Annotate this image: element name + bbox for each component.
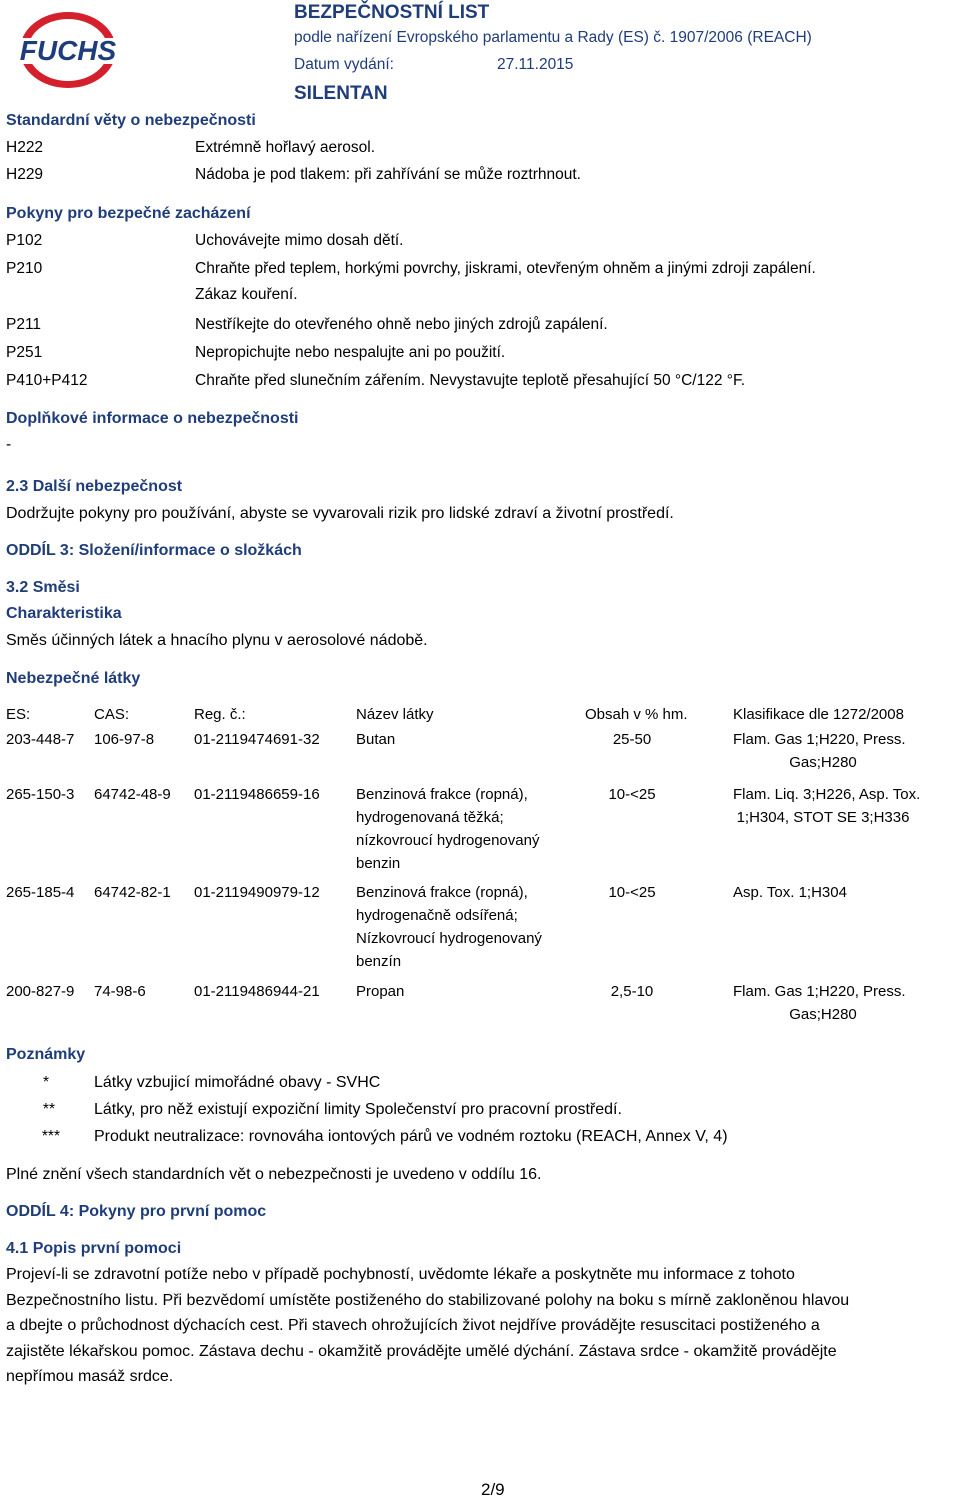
precaution-text: Nepropichujte nebo nespalujte ani po použití. bbox=[195, 344, 506, 361]
hazard-code: H229 bbox=[6, 166, 44, 183]
precaution-text: Chraňte před slunečním zářením. Nevystavujte teplotě přesahující 50 °C/122 °F. bbox=[195, 372, 746, 389]
first-aid-heading: 4.1 Popis první pomoci bbox=[6, 1240, 182, 1257]
col-header-reg: Reg. č.: bbox=[194, 706, 246, 723]
cell-name: hydrogenačně odsířená; bbox=[356, 907, 518, 924]
product-name: SILENTAN bbox=[294, 83, 388, 104]
cell-cas: 106-97-8 bbox=[94, 731, 155, 748]
section4-heading: ODDÍL 4: Pokyny pro první pomoc bbox=[6, 1203, 267, 1220]
col-header-es: ES: bbox=[6, 706, 31, 723]
cell-name: benzín bbox=[356, 953, 402, 970]
regulation-subtitle: podle nařízení Evropského parlamentu a Rady (ES) č. 1907/2006 (REACH) bbox=[294, 29, 812, 46]
cell-name: benzin bbox=[356, 855, 401, 872]
cell-content: 10-<25 bbox=[608, 884, 656, 901]
precaution-code: P210 bbox=[6, 260, 43, 277]
col-header-content: Obsah v % hm. bbox=[585, 706, 688, 723]
cell-cas: 74-98-6 bbox=[94, 983, 146, 1000]
mixtures-heading: 3.2 Směsi bbox=[6, 579, 80, 596]
cell-es: 265-185-4 bbox=[6, 884, 75, 901]
document-title: BEZPEČNOSTNÍ LIST bbox=[294, 2, 490, 23]
cell-classification-cont: Gas;H280 bbox=[789, 1006, 857, 1023]
cell-classification: Flam. Gas 1;H220, Press. bbox=[733, 983, 906, 1000]
col-header-classification: Klasifikace dle 1272/2008 bbox=[733, 706, 904, 723]
first-aid-line: Bezpečnostního listu. Při bezvědomí umístěte postiženého do stabilizované polohy na boku s mírně zakloněnou hlavou bbox=[6, 1292, 850, 1309]
cell-classification: Flam. Gas 1;H220, Press. bbox=[733, 731, 906, 748]
precaution-code: P410+P412 bbox=[6, 372, 88, 389]
col-header-cas: CAS: bbox=[94, 706, 130, 723]
cell-es: 265-150-3 bbox=[6, 786, 75, 803]
hazard-code: H222 bbox=[6, 139, 44, 156]
precaution-code: P102 bbox=[6, 232, 43, 249]
note-text: Produkt neutralizace: rovnováha iontových párů ve vodném roztoku (REACH, Annex V, 4) bbox=[94, 1128, 728, 1145]
issue-date-value: 27.11.2015 bbox=[497, 56, 574, 73]
hazard-text: Nádoba je pod tlakem: při zahřívání se může roztrhnout. bbox=[195, 166, 581, 183]
fuchs-logo bbox=[8, 10, 128, 90]
cell-cas: 64742-82-1 bbox=[94, 884, 171, 901]
cell-reg: 01-2119490979-12 bbox=[194, 884, 320, 901]
first-aid-line: zajistěte lékařskou pomoc. Zástava dechu - okamžitě provádějte umělé dýchání. Zástava srdce - okamžitě provádějte bbox=[6, 1343, 837, 1360]
cell-classification-cont: Gas;H280 bbox=[789, 754, 857, 771]
characteristics-heading: Charakteristika bbox=[6, 605, 122, 622]
cell-name: Butan bbox=[356, 731, 396, 748]
cell-name: Nízkovroucí hydrogenovaný bbox=[356, 930, 542, 947]
cell-cas: 64742-48-9 bbox=[94, 786, 171, 803]
hazard-statements-heading: Standardní věty o nebezpečnosti bbox=[6, 112, 256, 129]
supplemental-heading: Doplňkové informace o nebezpečnosti bbox=[6, 410, 299, 427]
full-text-reference: Plné znění všech standardních vět o nebezpečnosti je uvedeno v oddílu 16. bbox=[6, 1166, 542, 1183]
page-number: 2/9 bbox=[481, 1480, 505, 1499]
first-aid-line: Projeví-li se zdravotní potíže nebo v případě pochybností, uvědomte lékaře a poskytněte mu informace z tohoto bbox=[6, 1266, 795, 1283]
cell-content: 10-<25 bbox=[608, 786, 656, 803]
characteristics-text: Směs účinných látek a hnacího plynu v aerosolové nádobě. bbox=[6, 632, 428, 649]
precaution-code: P251 bbox=[6, 344, 43, 361]
cell-name: Benzinová frakce (ropná), bbox=[356, 884, 528, 901]
note-mark: *** bbox=[41, 1128, 60, 1145]
cell-es: 200-827-9 bbox=[6, 983, 75, 1000]
precaution-text: Nestříkejte do otevřeného ohně nebo jiných zdrojů zapálení. bbox=[195, 316, 608, 333]
precaution-code: P211 bbox=[6, 316, 42, 333]
cell-content: 25-50 bbox=[612, 731, 652, 748]
hazard-text: Extrémně hořlavý aerosol. bbox=[195, 139, 376, 156]
note-mark: ** bbox=[42, 1101, 55, 1118]
cell-es: 203-448-7 bbox=[6, 731, 75, 748]
cell-reg: 01-2119486944-21 bbox=[194, 983, 320, 1000]
first-aid-line: a dbejte o průchodnost dýchacích cest. Při stavech ohrožujících život nejdříve provádějte resuscitaci postiženého a bbox=[6, 1317, 820, 1334]
cell-reg: 01-2119486659-16 bbox=[194, 786, 320, 803]
first-aid-line: nepřímou masáž srdce. bbox=[6, 1368, 174, 1385]
col-header-name: Název látky bbox=[356, 706, 434, 723]
other-hazards-heading: 2.3 Další nebezpečnost bbox=[6, 478, 183, 495]
other-hazards-text: Dodržujte pokyny pro používání, abyste se vyvarovali rizik pro lidské zdraví a životní prostředí. bbox=[6, 505, 674, 522]
cell-name: nízkovroucí hydrogenovaný bbox=[356, 832, 540, 849]
notes-heading: Poznámky bbox=[6, 1046, 86, 1063]
supplemental-text: - bbox=[6, 436, 12, 453]
cell-reg: 01-2119474691-32 bbox=[194, 731, 320, 748]
note-text: Látky, pro něž existují expoziční limity Společenství pro pracovní prostředí. bbox=[94, 1101, 622, 1118]
precaution-text: Chraňte před teplem, horkými povrchy, jiskrami, otevřeným ohněm a jinými zdroji zapálení. bbox=[195, 260, 816, 277]
precaution-text: Uchovávejte mimo dosah dětí. bbox=[195, 232, 404, 249]
issue-date-label: Datum vydání: bbox=[294, 56, 394, 73]
cell-classification: Flam. Liq. 3;H226, Asp. Tox. bbox=[733, 786, 921, 803]
cell-classification: Asp. Tox. 1;H304 bbox=[733, 884, 847, 901]
precautionary-heading: Pokyny pro bezpečné zacházení bbox=[6, 205, 251, 222]
cell-name: hydrogenovaná těžká; bbox=[356, 809, 504, 826]
substances-heading: Nebezpečné látky bbox=[6, 670, 141, 687]
cell-name: Benzinová frakce (ropná), bbox=[356, 786, 528, 803]
section3-heading: ODDÍL 3: Složení/informace o složkách bbox=[6, 542, 302, 559]
logo-text: FUCHS bbox=[19, 35, 117, 66]
precaution-text-continued: Zákaz kouření. bbox=[195, 286, 298, 303]
note-text: Látky vzbujicí mimořádné obavy - SVHC bbox=[94, 1074, 381, 1091]
cell-content: 2,5-10 bbox=[610, 983, 654, 1000]
note-mark: * bbox=[42, 1074, 49, 1091]
cell-classification-cont: 1;H304, STOT SE 3;H336 bbox=[736, 809, 910, 826]
cell-name: Propan bbox=[356, 983, 405, 1000]
